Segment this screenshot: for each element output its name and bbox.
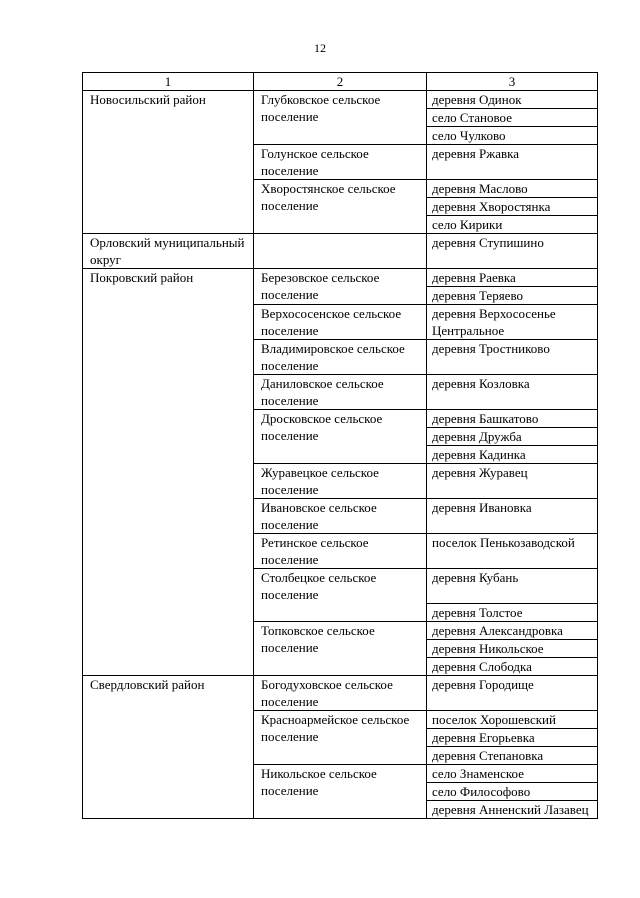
village-cell: деревня Козловка: [427, 375, 598, 410]
village-cell: село Кирики: [427, 216, 598, 234]
table-row: [83, 676, 598, 711]
column-header-1: 1: [83, 73, 254, 91]
village-cell: деревня Одинок: [427, 91, 598, 109]
village-cell: деревня Анненский Лазавец: [427, 801, 598, 819]
village-cell: деревня Ступишино: [427, 234, 598, 269]
village-cell: деревня Журавец: [427, 464, 598, 499]
settlement-cell: Хворостянское сельское поселение: [254, 180, 427, 234]
table-body: [83, 91, 598, 819]
settlement-cell: Топковское сельское поселение: [254, 622, 427, 676]
village-cell: деревня Маслово: [427, 180, 598, 198]
village-cell: деревня Дружба: [427, 428, 598, 446]
settlement-cell: Красноармейское сельское поселение: [254, 711, 427, 765]
district-cell: Покровский район: [83, 269, 254, 676]
village-cell: деревня Тростниково: [427, 340, 598, 375]
village-cell: деревня Кубань: [427, 569, 598, 604]
village-cell: поселок Хорошевский: [427, 711, 598, 729]
settlement-cell: Березовское сельское поселение: [254, 269, 427, 305]
settlement-cell: Дросковское сельское поселение: [254, 410, 427, 464]
village-cell: деревня Хворостянка: [427, 198, 598, 216]
village-cell: село Знаменское: [427, 765, 598, 783]
village-cell: деревня Верхососенье Центральное: [427, 305, 598, 340]
settlement-cell: Владимировское сельское поселение: [254, 340, 427, 375]
settlement-cell: Ивановское сельское поселение: [254, 499, 427, 534]
table-row: [83, 91, 598, 109]
village-cell: село Философово: [427, 783, 598, 801]
village-cell: деревня Слободка: [427, 658, 598, 676]
settlement-cell: Ретинское сельское поселение: [254, 534, 427, 569]
village-cell: деревня Толстое: [427, 604, 598, 622]
village-cell: деревня Раевка: [427, 269, 598, 287]
settlements-table: [82, 72, 598, 819]
table-row: [83, 269, 598, 287]
settlement-cell: Журавецкое сельское поселение: [254, 464, 427, 499]
settlement-cell: Богодуховское сельское поселение: [254, 676, 427, 711]
village-cell: деревня Ивановка: [427, 499, 598, 534]
village-cell: деревня Башкатово: [427, 410, 598, 428]
village-cell: деревня Никольское: [427, 640, 598, 658]
village-cell: деревня Егорьевка: [427, 729, 598, 747]
village-cell: поселок Пенькозаводской: [427, 534, 598, 569]
settlement-cell: Никольское сельское поселение: [254, 765, 427, 819]
table-row: [83, 234, 598, 269]
district-cell: Новосильский район: [83, 91, 254, 234]
village-cell: деревня Теряево: [427, 287, 598, 305]
column-header-3: 3: [427, 73, 598, 91]
settlement-cell: Верхососенское сельское поселение: [254, 305, 427, 340]
village-cell: деревня Степановка: [427, 747, 598, 765]
settlement-cell: Голунское сельское поселение: [254, 145, 427, 180]
village-cell: деревня Кадинка: [427, 446, 598, 464]
page-number: 12: [314, 41, 326, 55]
district-cell: Орловский муниципальный округ: [83, 234, 254, 269]
village-cell: деревня Александровка: [427, 622, 598, 640]
settlement-cell: Столбецкое сельское поселение: [254, 569, 427, 622]
header-row: [83, 73, 598, 91]
village-cell: село Чулково: [427, 127, 598, 145]
village-cell: деревня Городище: [427, 676, 598, 711]
column-header-2: 2: [254, 73, 427, 91]
district-cell: Свердловский район: [83, 676, 254, 819]
settlement-cell: Глубковское сельское поселение: [254, 91, 427, 145]
settlement-cell: [254, 234, 427, 269]
settlement-cell: Даниловское сельское поселение: [254, 375, 427, 410]
village-cell: село Становое: [427, 109, 598, 127]
village-cell: деревня Ржавка: [427, 145, 598, 180]
